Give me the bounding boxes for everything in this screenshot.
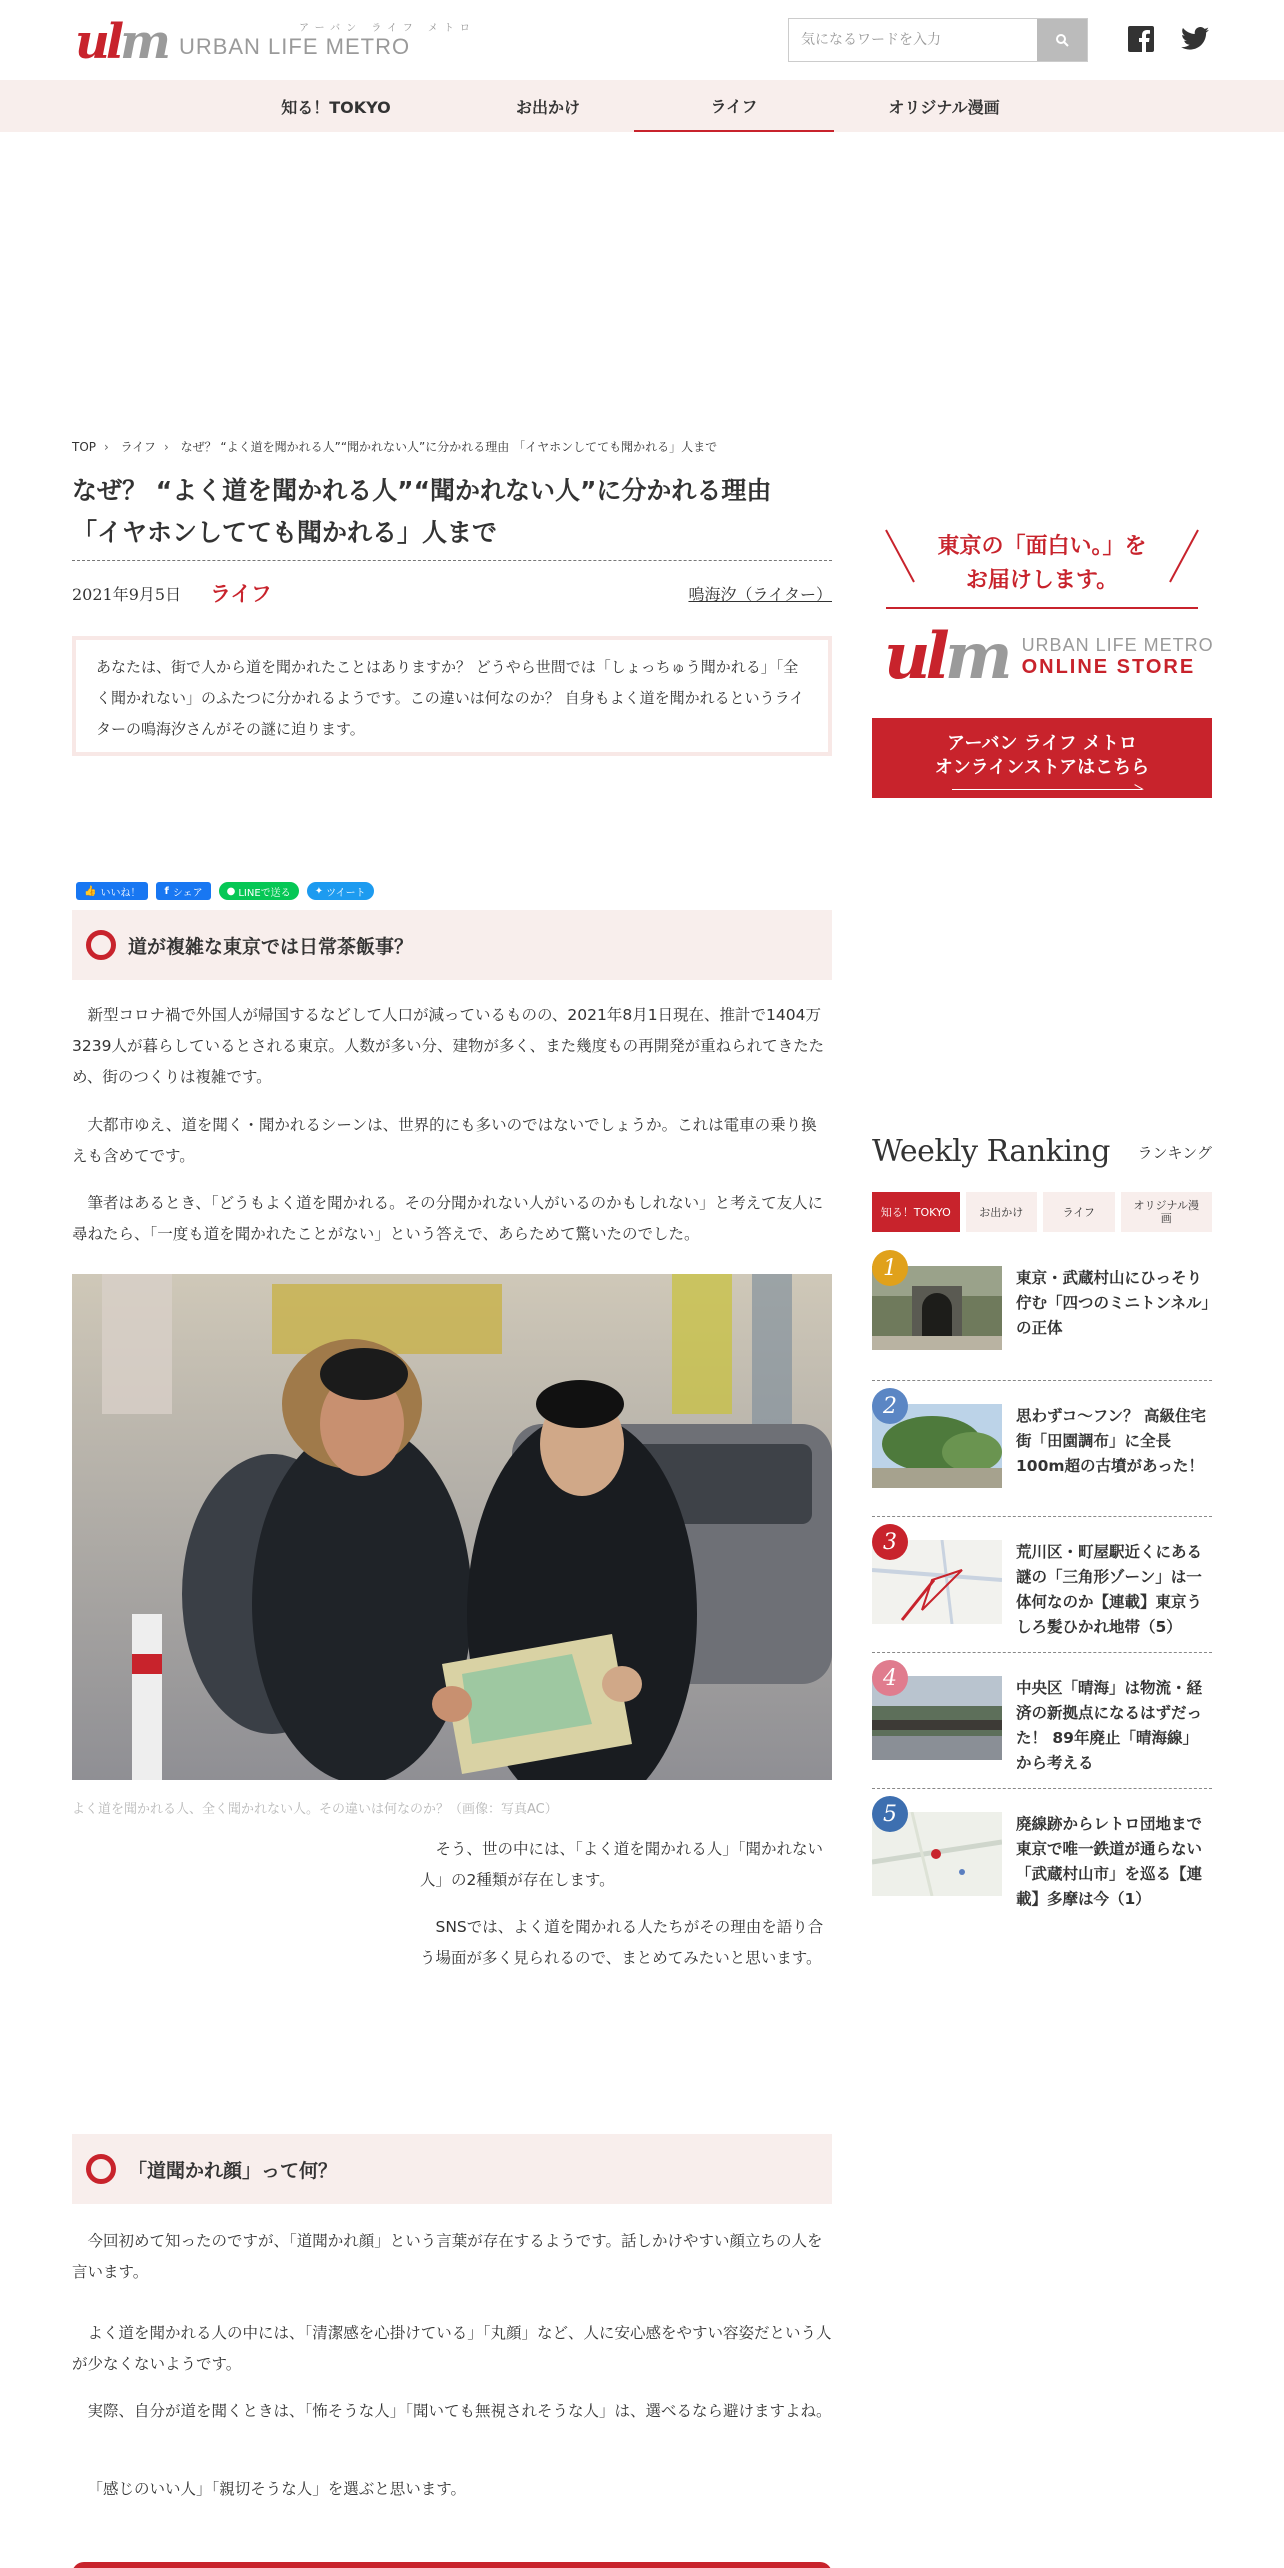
site-logo[interactable] [75,14,476,70]
logo-name: URBAN LIFE METRO [178,34,411,59]
ulm-logo-mark: ulm [884,619,1008,694]
ranking-divider [872,1516,1212,1517]
title-divider [72,560,832,561]
ranking-tab-shiru-tokyo[interactable]: 知る！TOKYO [872,1192,960,1232]
ranking-tab-odekake[interactable]: お出かけ [966,1192,1038,1232]
online-store-logo[interactable] [884,618,1214,696]
article-title [72,470,832,554]
paragraph: 新型コロナ禍で外国人が帰国するなどして人口が減っているものの、2021年8月1日現在、推計で1404万3239人が暮らしているとされる東京。人数が多い分、建物が多く、また幾度もの再開発が重ねられてきたため、街のつくりは複雑です。 [72,1006,825,1086]
search-input[interactable] [789,19,1037,61]
ulm-logo-mark: ulm [75,14,167,70]
rank-number: 2 [872,1388,908,1424]
search-icon [1055,33,1069,47]
article-lead: あなたは、街で人から道を聞かれたことはありますか？ どうやら世間では「しょっちゅう聞かれる」「全く聞かれない」のふたつに分かれるようです。この違いは何なのか？ 自身もよく道を聞かれるというライターの鳴海汐さんがその謎に迫ります。 [72,636,832,756]
nav-item-odekake[interactable]: お出かけ [515,97,580,117]
ranking-title-text: 荒川区・町屋駅近くにある謎の「三角形ゾーン」は一体何なのか【連載】東京うしろ髪ひかれ地帯（5） [1016,1543,1203,1636]
photo-caption: よく道を聞かれる人、全く聞かれない人。その違いは何なのか？（画像：写真AC） [72,1802,558,1817]
circle-icon [86,2154,116,2184]
paragraph: 実際、自分が道を聞くときは、「怖そうな人」「聞いても無視されそうな人」は、選べるなら避けますよね。 [87,2402,832,2420]
paragraph: SNSでは、よく道を聞かれる人たちがその理由を語り合う場面が多く見られるので、まとめてみたいと思います。 [420,1918,824,1967]
ranking-divider [872,1788,1212,1789]
ranking-title-text: 東京・武蔵村山にひっそり佇む「四つのミニトンネル」の正体 [1016,1269,1210,1337]
article-photo [72,1274,832,1780]
next-section-bar [72,2562,832,2568]
promo-line1: 東京の「面白い。」を [937,534,1147,559]
paragraph: 筆者はあるとき、「どうもよく道を聞かれる。その分聞かれない人がいるのかもしれない」と考えて友人に尋ねたら、「一度も道を聞かれたことがない」という答えで、あらためて驚いたのでした。 [72,1194,824,1243]
ranking-divider [872,1380,1212,1381]
ranking-tabs [872,1192,1212,1232]
promo-banner[interactable] [872,520,1212,620]
breadcrumb-top[interactable]: TOP [72,440,97,454]
paragraph: そう、世の中には、「よく道を聞かれる人」「聞かれない人」の2種類が存在します。 [420,1840,824,1889]
article-title-line2: 「イヤホンしてても聞かれる」人まで [72,518,498,547]
ranking-title: Weekly Ranking [872,1134,1110,1169]
line-icon: ● [226,885,236,897]
ranking-subtitle: ランキング [1137,1144,1212,1162]
ranking-divider [872,1652,1212,1653]
rank-number: 1 [872,1250,908,1286]
nav-item-life[interactable]: ライフ [634,80,834,132]
rank-number: 5 [872,1796,908,1832]
promo-line2: お届けします。 [965,568,1119,593]
breadcrumb-category[interactable]: ライフ [120,440,156,454]
share-buttons [76,882,374,900]
promo-logo-store: ONLINE STORE [1021,656,1196,678]
facebook-icon[interactable] [1126,24,1156,54]
breadcrumb-current: なぜ？ “よく道を聞かれる人”“聞かれない人”に分かれる理由 「イヤホンしてても聞かれる」人まで [180,440,718,454]
ranking-title-text: 廃線跡からレトロ団地まで 東京で唯一鉄道が通らない「武蔵村山市」を巡る【連載】多摩は今（1） [1016,1815,1203,1908]
ranking-item[interactable] [872,1250,1212,1350]
ranking-tab-life[interactable]: ライフ [1043,1192,1115,1232]
paragraph: 「感じのいい人」「親切そうな人」を選ぶと思います。 [87,2480,467,2498]
paragraph: 今回初めて知ったのですが、「道聞かれ顔」という言葉が存在するようです。話しかけやすい顔立ちの人を言います。 [72,2232,823,2281]
global-nav [0,80,1284,132]
ranking-item[interactable] [872,1796,1212,1908]
thumbs-up-icon: 👍 [84,885,97,897]
facebook-icon: f [164,885,169,897]
breadcrumb [72,438,725,455]
section-heading-1: 道が複雑な東京では日常茶飯事？ [72,910,832,980]
arrow-right-icon [952,784,1142,790]
chevron-right-icon: › [163,440,169,454]
article-category[interactable]: ライフ [210,582,272,606]
ranking-tab-original-manga[interactable]: オリジナル漫画 [1121,1192,1213,1232]
paragraph: よく道を聞かれる人の中には、「清潔感を心掛けている」「丸顔」など、人に安心感をやすい容姿だという人が少なくないようです。 [72,2324,832,2373]
rank-number: 3 [872,1524,908,1560]
nav-item-shiru-tokyo[interactable]: 知る！TOKYO [281,97,391,117]
ranking-item[interactable] [872,1388,1212,1488]
search-box [788,18,1088,62]
ranking-item[interactable] [872,1660,1212,1772]
article-author[interactable]: 鳴海汐（ライター） [688,585,832,604]
twitter-icon: ✦ [314,885,324,897]
site-header [0,0,1284,80]
article-title-line1: なぜ？ “よく道を聞かれる人”“聞かれない人”に分かれる理由 [72,476,772,505]
ranking-header [872,1134,1212,1169]
twitter-icon[interactable] [1180,24,1210,54]
circle-icon [86,930,116,960]
ranking-title-text: 中央区「晴海」は物流・経済の新拠点になるはずだった！ 89年廃止「晴海線」から考える [1016,1679,1203,1772]
logo-ruby: アーバン ライフ メトロ [298,23,476,34]
ranking-title-text: 思わずコ～フン？ 高級住宅街「田園調布」に全長100m超の古墳があった！ [1016,1407,1207,1475]
section-heading-2: 「道聞かれ顔」って何？ [72,2134,832,2204]
paragraph: 大都市ゆえ、道を聞く・聞かれるシーンは、世界的にも多いのではないでしょうか。これは電車の乗り換えも含めてです。 [72,1116,817,1165]
search-button[interactable] [1037,19,1087,61]
rank-number: 4 [872,1660,908,1696]
promo-logo-name: URBAN LIFE METRO [1021,635,1214,655]
line-share-button[interactable]: ● LINEで送る [219,882,299,900]
ranking-item[interactable] [872,1524,1212,1636]
facebook-like-button[interactable]: 👍 いいね！ [76,882,148,900]
chevron-right-icon: › [104,440,109,454]
online-store-button[interactable]: アーバン ライフ メトロ オンラインストアはこちら [872,718,1212,798]
article-date: 2021年9月5日 [72,585,182,604]
facebook-share-button[interactable]: f シェア [156,882,210,900]
nav-item-original-manga[interactable]: オリジナル漫画 [888,97,1000,117]
tweet-button[interactable]: ✦ ツイート [307,882,374,900]
